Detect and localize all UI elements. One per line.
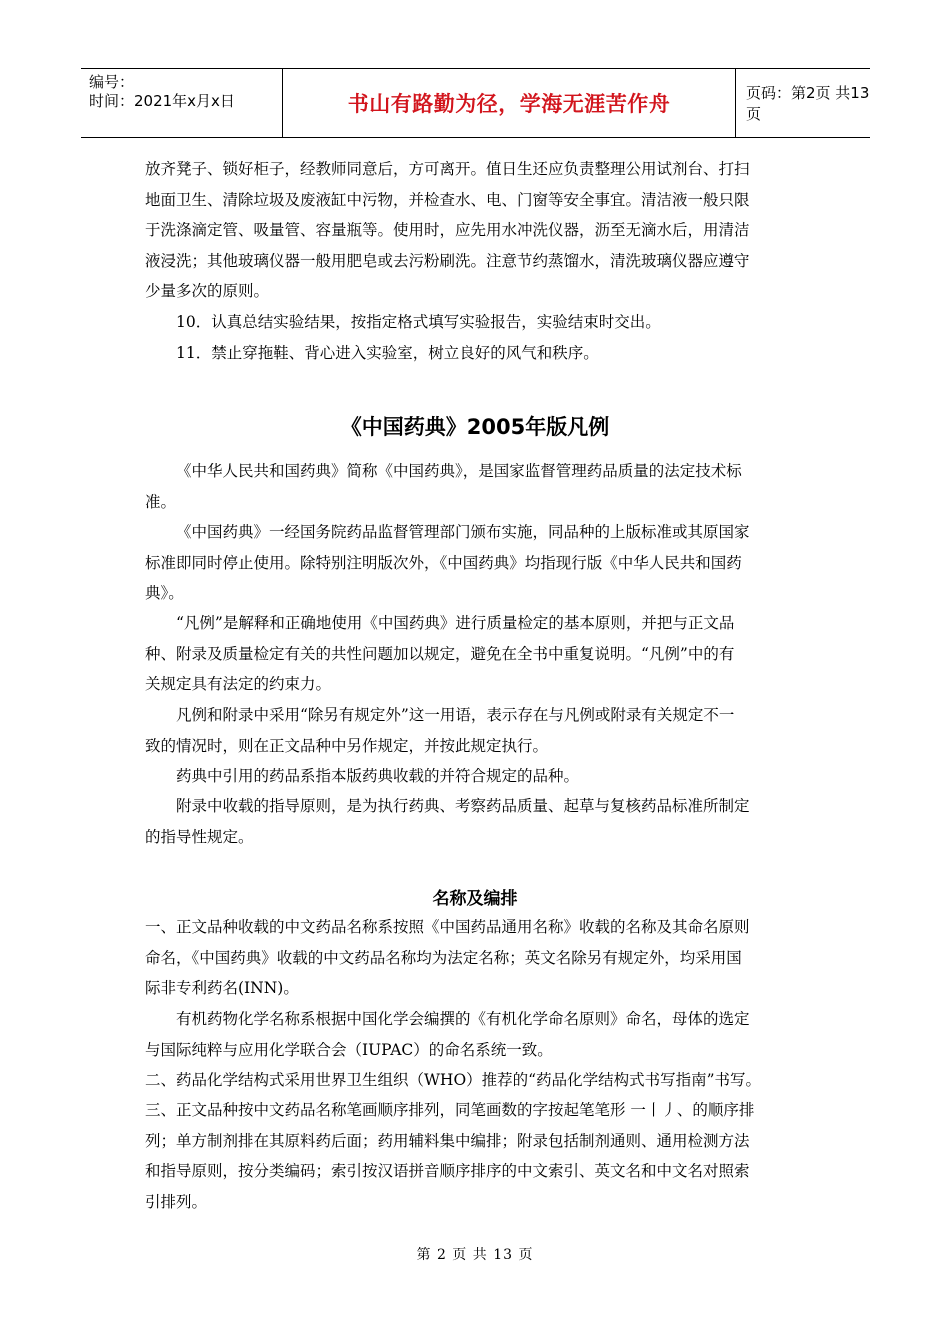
text-line: 11．禁止穿拖鞋、背心进入实验室，树立良好的风气和秩序。 [176, 344, 599, 362]
text-line: 有机药物化学名称系根据中国化学会编撰的《有机化学命名原则》命名，母体的选定 [176, 1010, 750, 1028]
text-line: 药典中引用的药品系指本版药典收载的并符合规定的品种。 [176, 767, 580, 785]
section-paragraph [145, 517, 807, 609]
section-paragraph [145, 761, 807, 792]
text-line: 关规定具有法定的约束力。 [145, 675, 332, 693]
text-line: 准。 [145, 492, 177, 511]
text-line: 典》。 [145, 584, 184, 602]
text-line: 《中国药典》一经国务院药品监督管理部门颁布实施，同品种的上版标准或其原国家 [176, 523, 750, 541]
text-line: 致的情况时，则在正文品种中另作规定，并按此规定执行。 [145, 736, 549, 755]
section-title: 《中国药典》2005年版凡例 [340, 415, 610, 439]
text-line: 三、正文品种按中文药品名称笔画顺序排列，同笔画数的字按起笔笔形 一丨丿、的顺序排 [145, 1101, 755, 1119]
subsection-title: 名称及编排 [432, 889, 518, 909]
intro-paragraph [145, 154, 807, 307]
text-line: 引排列。 [145, 1192, 208, 1211]
text-line: 标准即同时停止使用。除特别注明版次外，《中国药典》均指现行版《中华人民共和国药 [145, 553, 742, 572]
text-line: “凡例”是解释和正确地使用《中国药典》进行质量检定的基本原则，并把与正文品 [176, 614, 735, 632]
text-line: 凡例和附录中采用“除另有规定外”这一用语，表示存在与凡例或附录有关规定不一 [176, 706, 735, 724]
document-number-label: 编号： [89, 73, 135, 91]
subsection-paragraph [145, 912, 807, 1004]
text-line: 的指导性规定。 [145, 827, 254, 846]
rule-item [145, 338, 807, 369]
document-time-label: 时间：2021年x月x日 [89, 92, 235, 110]
text-line: 附录中收载的指导原则，是为执行药典、考察药品质量、起草与复核药品标准所制定 [176, 797, 750, 815]
page-footer: 第 2 页 共 13 页 [416, 1247, 534, 1263]
text-line: 地面卫生、清除垃圾及废液缸中污物，并检查水、电、门窗等安全事宜。清洁液一般只限 [145, 190, 750, 209]
rule-item [145, 307, 807, 338]
text-line: 液浸洗；其他玻璃仪器一般用肥皂或去污粉刷洗。注意节约蒸馏水，清洗玻璃仪器应遵守 [145, 251, 750, 270]
subsection-paragraph [145, 1095, 807, 1217]
section-paragraph [145, 456, 807, 517]
text-line: 种、附录及质量检定有关的共性问题加以规定，避免在全书中重复说明。“凡例”中的有 [145, 644, 735, 663]
text-line: 和指导原则，按分类编码；索引按汉语拼音顺序排序的中文索引、英文名和中文名对照索 [145, 1162, 750, 1180]
text-line: 际非专利药名(INN)。 [145, 979, 299, 997]
text-line: 少量多次的原则。 [145, 282, 270, 300]
header-meta-cell [81, 69, 283, 137]
text-line: 一、正文品种收载的中文药品名称系按照《中国药品通用名称》收载的名称及其命名原则 [145, 918, 750, 936]
text-line: 与国际纯粹与应用化学联合会（IUPAC）的命名系统一致。 [145, 1040, 553, 1059]
text-line: 放齐凳子、锁好柜子，经教师同意后，方可离开。值日生还应负责整理公用试剂台、打扫 [145, 160, 750, 178]
text-line: 二、药品化学结构式采用世界卫生组织（WHO）推荐的“药品化学结构式书写指南”书写。 [145, 1071, 762, 1089]
section-paragraph [145, 608, 807, 700]
subsection-paragraph [145, 1004, 807, 1065]
section-paragraph [145, 700, 807, 761]
text-line: 列；单方制剂排在其原料药后面；药用辅料集中编排；附录包括制剂通则、通用检测方法 [145, 1131, 750, 1150]
header-page-info: 页码：第2页 共13页 [746, 84, 870, 123]
header-motto: 书山有路勤为径，学海无涯苦作舟 [283, 69, 736, 137]
section-paragraph [145, 791, 807, 852]
text-line: 10．认真总结实验结果，按指定格式填写实验报告，实验结束时交出。 [176, 313, 661, 331]
page-header [81, 68, 870, 138]
text-line: 命名，《中国药典》收载的中文药品名称均为法定名称；英文名除另有规定外，均采用国 [145, 948, 742, 967]
text-line: 《中华人民共和国药典》简称《中国药典》，是国家监督管理药品质量的法定技术标 [176, 462, 742, 480]
text-line: 于洗涤滴定管、吸量管、容量瓶等。使用时，应先用水冲洗仪器，沥至无滴水后，用清洁 [145, 221, 750, 239]
subsection-paragraph [145, 1065, 807, 1096]
